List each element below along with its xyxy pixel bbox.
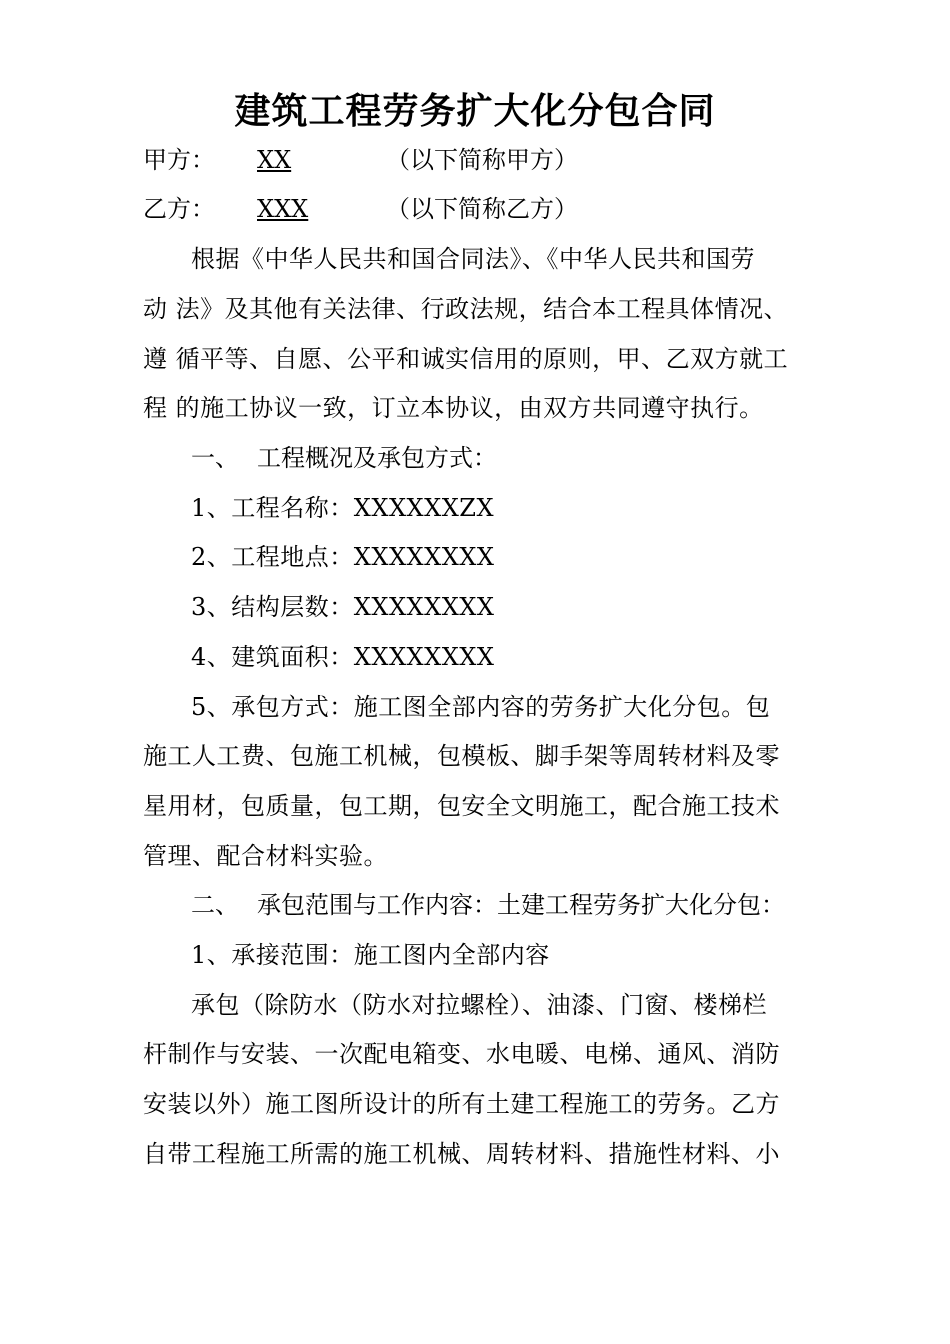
party-b-label: 乙方： <box>143 195 215 223</box>
building-area-item: 4、建筑面积：XXXXXXXX <box>191 643 495 671</box>
project-location-item: 2、工程地点：XXXXXXXX <box>191 543 495 571</box>
intro-line: 根据《中华人民共和国合同法》、《中华人民共和国劳 <box>191 245 755 273</box>
contract-mode-line: 星用材，包质量，包工期，包安全文明施工，配合施工技术 <box>143 792 780 820</box>
intro-line: 程 的施工协议一致，订立本协议，由双方共同遵守执行。 <box>143 394 764 422</box>
scope-line: 杆制作与安装、一次配电箱变、水电暖、电梯、通风、消防 <box>143 1040 780 1068</box>
party-a-note: （以下简称甲方） <box>386 146 578 174</box>
section-2-title: 承包范围与工作内容：土建工程劳务扩大化分包： <box>257 891 785 919</box>
contract-mode-line: 5、承包方式：施工图全部内容的劳务扩大化分包。包 <box>191 693 771 721</box>
document-title: 建筑工程劳务扩大化分包合同 <box>234 90 716 132</box>
structure-floors-item: 3、结构层数：XXXXXXXX <box>191 593 495 621</box>
section-2-number: 二、 <box>191 891 239 919</box>
scope-item: 1、承接范围：施工图内全部内容 <box>191 941 550 969</box>
scope-line: 自带工程施工所需的施工机械、周转材料、措施性材料、小 <box>143 1140 780 1168</box>
scope-line: 承包（除防水（防水对拉螺栓）、油漆、门窗、楼梯栏 <box>191 991 767 1019</box>
section-1-number: 一、 <box>191 444 239 472</box>
party-b-note: （以下简称乙方） <box>386 195 578 223</box>
intro-line: 遵 循平等、自愿、公平和诚实信用的原则，甲、乙双方就工 <box>143 345 789 373</box>
party-a-name: XX <box>257 146 292 174</box>
section-1-title: 工程概况及承包方式： <box>257 444 497 472</box>
party-b-name: XXX <box>257 195 309 223</box>
contract-mode-line: 管理、配合材料实验。 <box>143 842 388 870</box>
intro-line: 动 法》及其他有关法律、行政法规，结合本工程具体情况、 <box>143 295 789 323</box>
scope-line: 安装以外）施工图所设计的所有土建工程施工的劳务。乙方 <box>143 1090 780 1118</box>
project-name-item: 1、工程名称：XXXXXXZX <box>191 494 495 522</box>
contract-mode-line: 施工人工费、包施工机械，包模板、脚手架等周转材料及零 <box>143 742 780 770</box>
party-a-label: 甲方： <box>143 146 215 174</box>
